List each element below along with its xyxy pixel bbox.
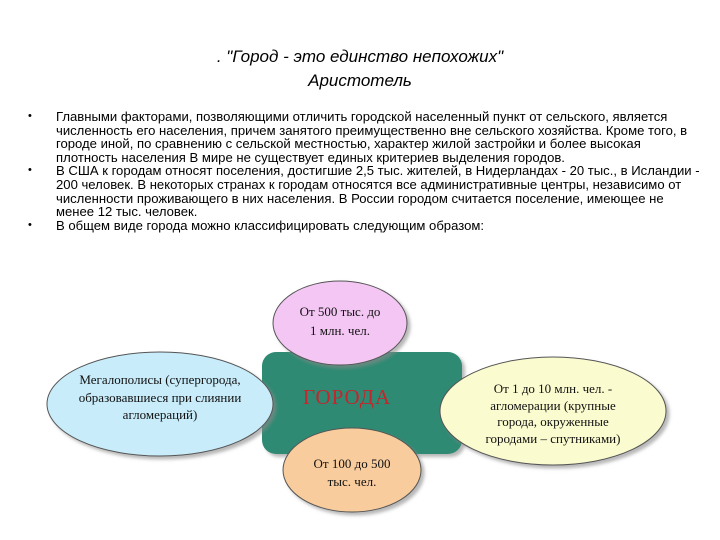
center-label: ГОРОДА bbox=[302, 385, 392, 409]
bottom-node-label: От 100 до 500 тыс. чел. bbox=[313, 456, 391, 489]
top-node-label: От 500 тыс. до 1 млн. чел. bbox=[299, 304, 381, 338]
bullet-text: В США к городам относят поселения, достигшие 2,5 тыс. жителей, в Нидерландах - 20 тыс., в Исландии - 200 человек. В некоторых странах к городам относятся все административные центры, независимо от численности проживающего в них населения. В России городом считается поселение, имеющее не менее 12 тыс. человек. bbox=[56, 163, 700, 220]
bullet-icon: • bbox=[28, 218, 32, 231]
quote-author: Аристотель bbox=[308, 71, 412, 90]
bullet-icon: • bbox=[28, 164, 32, 177]
right-node-label: От 1 до 10 млн. чел. - агломерации (крупные города, окруженные городами – спутниками) bbox=[485, 381, 621, 446]
left-node-label: Мегалополисы (супергорода, образовавшиеся при слиянии агломераций) bbox=[78, 372, 242, 422]
bullet-icon: • bbox=[28, 110, 32, 122]
bullet-text: В общем виде города можно классифицировать следующим образом: bbox=[56, 217, 485, 233]
bullet-text: Главными факторами, позволяющими отличить городской населенный пункт от сельского, является численность его населения, причем занятого преимущественно вне сельского хозяйства. Кроме того, в городе иной, по сравнению с сельской местностью, характер жилой застройки и более высокая плотность населения В мире не существует единых критериев выделения городов. bbox=[56, 109, 688, 165]
quote-text: . "Город - это единство непохожих" bbox=[216, 47, 504, 66]
